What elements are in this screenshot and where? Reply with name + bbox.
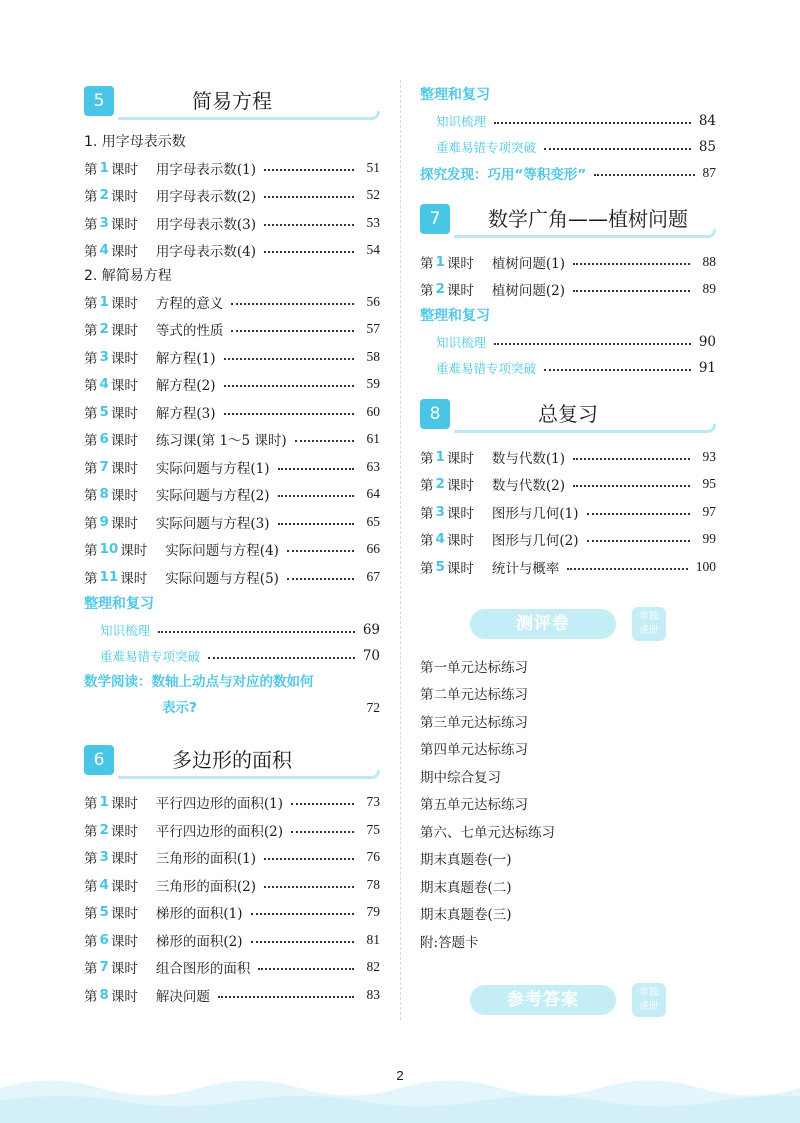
lesson-title: 解方程(1) <box>155 350 216 367</box>
leader-dots <box>264 886 354 888</box>
page-number-ref: 58 <box>366 348 380 364</box>
page-number-ref: 53 <box>366 214 380 230</box>
page-number-ref: 56 <box>366 293 380 309</box>
lesson-prefix: 第 <box>420 450 434 467</box>
test-papers-banner <box>420 607 716 643</box>
lesson-number: 1 <box>99 794 109 811</box>
lesson-prefix: 第 <box>84 378 98 395</box>
review-item[interactable] <box>84 617 380 643</box>
lesson-suffix: 课时 <box>110 161 138 178</box>
lesson-title: 组合图形的面积 <box>155 961 251 978</box>
leader-dots <box>208 657 355 659</box>
separate-booklet-tag <box>632 983 666 1017</box>
lesson-suffix: 课时 <box>446 255 474 272</box>
page-number-ref: 100 <box>695 558 716 574</box>
leader-dots <box>264 858 354 860</box>
unit-6-list <box>84 789 380 1009</box>
lesson-row[interactable] <box>84 981 380 1009</box>
leader-dots <box>231 330 354 332</box>
lesson-number: 2 <box>435 476 445 493</box>
lesson-number: 2 <box>99 187 109 204</box>
review-item[interactable] <box>420 108 716 134</box>
page-number-ref: 99 <box>702 531 716 547</box>
page-number-ref: 57 <box>366 321 380 337</box>
lesson-number: 5 <box>99 904 109 921</box>
review-item[interactable] <box>420 329 716 355</box>
lesson-number: 4 <box>99 876 109 893</box>
lesson-suffix: 课时 <box>110 961 138 978</box>
test-paper-item[interactable]: 期末真题卷(三) <box>420 907 512 923</box>
leader-dots <box>494 122 691 124</box>
math-reading-line1: 数学阅读：数轴上动点与对应的数如何 <box>84 673 314 690</box>
lesson-row[interactable] <box>84 371 380 399</box>
lesson-title: 用字母表示数(3) <box>155 216 257 233</box>
lesson-suffix: 课时 <box>110 244 138 261</box>
leader-dots <box>594 174 694 176</box>
leader-dots <box>264 251 354 253</box>
page-number-ref: 89 <box>702 281 716 297</box>
page-number-ref: 90 <box>698 334 716 350</box>
leader-dots <box>278 495 354 497</box>
explore-title: 探究发现：巧用“等积变形” <box>420 167 587 183</box>
lesson-suffix: 课时 <box>110 405 138 422</box>
leader-dots <box>573 290 690 292</box>
page-number-ref: 70 <box>362 647 380 664</box>
leader-dots <box>291 803 354 805</box>
lesson-suffix: 课时 <box>446 450 474 467</box>
leader-dots <box>587 513 690 515</box>
leader-dots <box>251 913 354 915</box>
test-paper-item[interactable]: 第四单元达标练习 <box>420 742 528 758</box>
lesson-title: 数与代数(2) <box>491 478 566 495</box>
page-number-ref: 54 <box>366 242 380 258</box>
lesson-suffix: 课时 <box>446 505 474 522</box>
lesson-row[interactable] <box>420 276 716 304</box>
lesson-suffix: 课时 <box>120 570 148 587</box>
column-divider <box>400 80 401 1020</box>
lesson-row[interactable] <box>84 426 380 454</box>
tag-line-2: 成册 <box>639 1001 659 1012</box>
lesson-row[interactable] <box>84 288 380 316</box>
leader-dots <box>264 196 354 198</box>
leader-dots <box>278 468 354 470</box>
unit-8-title: 总复习 <box>538 402 598 426</box>
lesson-row[interactable] <box>84 789 380 817</box>
lesson-row[interactable] <box>84 481 380 509</box>
page-number-ref: 63 <box>366 458 380 474</box>
page-number-ref: 82 <box>366 959 380 975</box>
page-number-ref: 83 <box>366 986 380 1002</box>
lesson-row[interactable] <box>84 536 380 564</box>
unit-5-section-1-title: 1. 用字母表示数 <box>84 134 186 150</box>
lesson-title: 实际问题与方程(5) <box>165 570 279 587</box>
unit-5-section-2-title: 2. 解简易方程 <box>84 268 172 284</box>
lesson-title: 三角形的面积(1) <box>155 851 257 868</box>
leader-dots <box>264 169 354 171</box>
page-number-ref: 76 <box>366 849 380 865</box>
leader-dots <box>224 385 354 387</box>
leader-dots <box>158 631 355 633</box>
lesson-title: 用字母表示数(2) <box>155 189 257 206</box>
answers-banner <box>420 983 716 1019</box>
tag-line-1: 单独 <box>639 987 659 998</box>
lesson-title: 图形与几何(2) <box>491 533 579 550</box>
lesson-suffix: 课时 <box>446 533 474 550</box>
lesson-number: 1 <box>435 448 445 465</box>
lesson-prefix: 第 <box>84 161 98 178</box>
lesson-suffix: 课时 <box>110 988 138 1005</box>
page-number-ref: 65 <box>366 513 380 529</box>
lesson-suffix: 课时 <box>446 560 474 577</box>
lesson-prefix: 第 <box>84 961 98 978</box>
lesson-title: 图形与几何(1) <box>491 505 579 522</box>
page-number-ref: 75 <box>366 821 380 837</box>
page-number-ref: 78 <box>366 876 380 892</box>
lesson-prefix: 第 <box>420 255 434 272</box>
header-underline <box>454 424 716 433</box>
lesson-number: 4 <box>99 242 109 259</box>
lesson-prefix: 第 <box>84 216 98 233</box>
header-underline <box>118 770 380 779</box>
lesson-suffix: 课时 <box>110 933 138 950</box>
unit-7-review-title: 整理和复习 <box>420 308 490 324</box>
unit-6-title: 多边形的面积 <box>172 747 292 772</box>
lesson-prefix: 第 <box>84 851 98 868</box>
lesson-suffix: 课时 <box>110 906 138 923</box>
test-paper-item[interactable]: 第二单元达标练习 <box>420 687 528 703</box>
leader-dots <box>224 358 354 360</box>
lesson-title: 解方程(3) <box>155 405 216 422</box>
lesson-prefix: 第 <box>84 543 98 560</box>
lesson-suffix: 课时 <box>110 323 138 340</box>
lesson-suffix: 课时 <box>110 878 138 895</box>
unit-7-title: 数学广角——植树问题 <box>488 207 688 231</box>
unit-6-review-title: 整理和复习 <box>420 87 490 103</box>
lesson-number: 1 <box>99 159 109 176</box>
page-number-ref: 73 <box>366 794 380 810</box>
lesson-title: 植树问题(2) <box>491 283 566 300</box>
lesson-number: 9 <box>99 513 109 530</box>
lesson-title: 方程的意义 <box>155 295 224 312</box>
unit-5-review-list <box>84 617 380 669</box>
lesson-number: 3 <box>435 503 445 520</box>
lesson-row[interactable] <box>84 209 380 237</box>
lesson-suffix: 课时 <box>110 189 138 206</box>
test-papers-banner-label: 测评卷 <box>470 609 616 639</box>
answers-banner-label: 参考答案 <box>470 985 616 1015</box>
lesson-title: 梯形的面积(2) <box>155 933 243 950</box>
page-number-ref: 60 <box>366 403 380 419</box>
lesson-suffix: 课时 <box>110 823 138 840</box>
lesson-number: 4 <box>435 531 445 548</box>
lesson-number: 1 <box>435 253 445 270</box>
test-paper-item[interactable]: 附:答题卡 <box>420 934 479 951</box>
unit-7-header <box>420 202 716 238</box>
lesson-prefix: 第 <box>84 933 98 950</box>
test-paper-item[interactable]: 第六、七单元达标练习 <box>420 824 555 841</box>
page-number: 2 <box>396 1068 404 1083</box>
test-paper-item[interactable]: 期末真题卷(一) <box>420 852 512 868</box>
lesson-suffix: 课时 <box>110 350 138 367</box>
separate-booklet-tag <box>632 607 666 641</box>
review-item[interactable] <box>84 643 380 669</box>
page-number-ref: 79 <box>366 904 380 920</box>
page-number-ref: 87 <box>702 165 716 180</box>
lesson-row[interactable] <box>84 926 380 954</box>
lesson-title: 练习课(第 1～5 课时) <box>155 433 287 450</box>
lesson-number: 11 <box>99 568 119 585</box>
wave-decoration <box>0 1043 800 1123</box>
leader-dots <box>544 369 691 371</box>
lesson-suffix: 课时 <box>110 295 138 312</box>
lesson-suffix: 课时 <box>110 378 138 395</box>
leader-dots <box>587 540 690 542</box>
leader-dots <box>544 148 691 150</box>
lesson-suffix: 课时 <box>446 478 474 495</box>
lesson-prefix: 第 <box>84 515 98 532</box>
lesson-row[interactable] <box>420 526 716 554</box>
lesson-number: 2 <box>99 821 109 838</box>
lesson-suffix: 课时 <box>110 515 138 532</box>
lesson-row[interactable] <box>84 563 380 591</box>
lesson-prefix: 第 <box>420 533 434 550</box>
unit-8-header <box>420 397 716 433</box>
unit-5-section-1-list <box>84 154 380 264</box>
page-number-ref: 72 <box>366 699 380 715</box>
math-reading-entry[interactable] <box>84 669 380 721</box>
lesson-title: 用字母表示数(1) <box>155 161 257 178</box>
leader-dots <box>224 413 354 415</box>
page-number-ref: 93 <box>702 448 716 464</box>
lesson-title: 实际问题与方程(1) <box>155 460 270 477</box>
review-item-title: 重难易错专项突破 <box>436 361 537 376</box>
test-papers-list <box>420 655 716 958</box>
test-paper-item[interactable]: 期中综合复习 <box>420 769 501 786</box>
lesson-prefix: 第 <box>84 244 98 261</box>
lesson-row[interactable] <box>84 954 380 982</box>
unit-8-number-badge: 8 <box>420 399 450 429</box>
lesson-prefix: 第 <box>84 433 98 450</box>
lesson-row[interactable] <box>84 453 380 481</box>
lesson-prefix: 第 <box>84 405 98 422</box>
page-number-ref: 67 <box>366 568 380 584</box>
lesson-prefix: 第 <box>420 283 434 300</box>
lesson-number: 3 <box>99 849 109 866</box>
leader-dots <box>573 458 690 460</box>
lesson-title: 统计与概率 <box>491 560 560 577</box>
page-number-ref: 51 <box>366 159 380 175</box>
leader-dots <box>295 440 354 442</box>
lesson-prefix: 第 <box>84 878 98 895</box>
page-number-ref: 52 <box>366 187 380 203</box>
lesson-prefix: 第 <box>420 560 434 577</box>
page-number-ref: 84 <box>698 113 716 129</box>
lesson-suffix: 课时 <box>110 216 138 233</box>
leader-dots <box>287 578 354 580</box>
lesson-prefix: 第 <box>84 295 98 312</box>
unit-7-review-list <box>420 329 716 381</box>
unit-5-number-badge: 5 <box>84 86 114 116</box>
leader-dots <box>251 941 354 943</box>
lesson-number: 8 <box>99 986 109 1003</box>
lesson-prefix: 第 <box>84 350 98 367</box>
lesson-suffix: 课时 <box>110 488 138 505</box>
leader-dots <box>258 968 354 970</box>
lesson-title: 实际问题与方程(3) <box>155 515 270 532</box>
review-item[interactable] <box>420 134 716 160</box>
lesson-row[interactable] <box>84 871 380 899</box>
page-number-ref: 66 <box>366 541 380 557</box>
lesson-number: 7 <box>99 458 109 475</box>
unit-6-header <box>84 743 380 779</box>
lesson-title: 解方程(2) <box>155 378 216 395</box>
lesson-title: 数与代数(1) <box>491 450 566 467</box>
lesson-number: 4 <box>99 376 109 393</box>
unit-8-list <box>420 443 716 581</box>
unit-7-list <box>420 248 716 303</box>
lesson-row[interactable] <box>84 844 380 872</box>
test-paper-item[interactable]: 第五单元达标练习 <box>420 797 528 813</box>
test-paper-item[interactable]: 期末真题卷(二) <box>420 879 512 896</box>
lesson-title: 植树问题(1) <box>491 255 566 272</box>
lesson-number: 5 <box>435 558 445 575</box>
unit-7-number-badge: 7 <box>420 204 450 234</box>
lesson-title: 解决问题 <box>155 988 210 1005</box>
leader-dots <box>264 224 354 226</box>
lesson-suffix: 课时 <box>446 283 474 300</box>
lesson-row[interactable] <box>84 343 380 371</box>
lesson-number: 2 <box>99 321 109 338</box>
lesson-row[interactable] <box>84 316 380 344</box>
page-number-ref: 61 <box>366 431 380 447</box>
left-column <box>84 84 380 1009</box>
leader-dots <box>231 303 354 305</box>
review-item-title: 重难易错专项突破 <box>436 140 537 155</box>
page-number-ref: 88 <box>702 253 716 269</box>
lesson-prefix: 第 <box>84 796 98 813</box>
lesson-number: 2 <box>435 281 445 298</box>
lesson-number: 8 <box>99 486 109 503</box>
page-number-ref: 81 <box>366 931 380 947</box>
review-item-title: 知识梳理 <box>100 622 151 638</box>
lesson-title: 梯形的面积(1) <box>155 906 243 923</box>
lesson-number: 7 <box>99 959 109 976</box>
tag-line-2: 成册 <box>639 624 659 636</box>
leader-dots <box>278 523 354 525</box>
lesson-number: 5 <box>99 403 109 420</box>
explore-entry[interactable] <box>420 160 716 186</box>
lesson-row[interactable] <box>84 154 380 182</box>
header-underline <box>118 111 380 120</box>
lesson-row[interactable] <box>420 498 716 526</box>
lesson-row[interactable] <box>420 553 716 581</box>
test-paper-item[interactable]: 第一单元达标练习 <box>420 659 528 676</box>
lesson-prefix: 第 <box>84 570 98 587</box>
leader-dots <box>573 263 690 265</box>
lesson-prefix: 第 <box>84 906 98 923</box>
lesson-suffix: 课时 <box>110 851 138 868</box>
lesson-row[interactable] <box>84 816 380 844</box>
lesson-row[interactable] <box>84 508 380 536</box>
leader-dots <box>494 343 691 345</box>
page-number-ref: 91 <box>698 360 716 376</box>
lesson-suffix: 课时 <box>110 796 138 813</box>
review-item-title: 重难易错专项突破 <box>100 648 201 664</box>
right-column <box>420 82 716 1031</box>
math-reading-line2: 表示? <box>162 699 197 716</box>
lesson-title: 等式的性质 <box>155 323 224 340</box>
page-number-ref: 97 <box>702 503 716 519</box>
lesson-title: 平行四边形的面积(2) <box>155 823 284 840</box>
lesson-number: 10 <box>99 541 119 558</box>
review-item-title: 知识梳理 <box>436 335 487 350</box>
lesson-row[interactable] <box>420 248 716 276</box>
lesson-title: 平行四边形的面积(1) <box>155 796 284 813</box>
lesson-row[interactable] <box>84 237 380 265</box>
lesson-title: 实际问题与方程(2) <box>155 488 270 505</box>
lesson-title: 实际问题与方程(4) <box>165 543 279 560</box>
lesson-row[interactable] <box>420 471 716 499</box>
lesson-number: 3 <box>99 214 109 231</box>
lesson-title: 用字母表示数(4) <box>155 244 257 261</box>
test-paper-item[interactable]: 第三单元达标练习 <box>420 714 528 731</box>
lesson-prefix: 第 <box>420 505 434 522</box>
lesson-prefix: 第 <box>420 478 434 495</box>
lesson-prefix: 第 <box>84 488 98 505</box>
lesson-prefix: 第 <box>84 988 98 1005</box>
review-item-title: 知识梳理 <box>436 114 487 129</box>
lesson-number: 3 <box>99 348 109 365</box>
page-number-ref: 95 <box>702 476 716 492</box>
review-item[interactable] <box>420 355 716 381</box>
unit-5-header <box>84 84 380 120</box>
unit-5-title: 简易方程 <box>192 89 272 113</box>
lesson-suffix: 课时 <box>110 460 138 477</box>
lesson-number: 1 <box>99 293 109 310</box>
leader-dots <box>291 831 354 833</box>
lesson-row[interactable] <box>84 899 380 927</box>
page-number-ref: 59 <box>366 376 380 392</box>
lesson-prefix: 第 <box>84 823 98 840</box>
unit-6-review-list <box>420 108 716 160</box>
page-number-ref: 69 <box>362 621 380 638</box>
lesson-row[interactable] <box>420 443 716 471</box>
unit-5-section-2-list <box>84 288 380 591</box>
header-underline <box>454 229 716 238</box>
lesson-number: 6 <box>99 931 109 948</box>
leader-dots <box>573 485 690 487</box>
lesson-number: 6 <box>99 431 109 448</box>
leader-dots <box>567 568 687 570</box>
lesson-row[interactable] <box>84 398 380 426</box>
page-number-ref: 85 <box>698 139 716 155</box>
unit-5-review-title: 整理和复习 <box>84 595 154 612</box>
unit-6-number-badge: 6 <box>84 745 114 775</box>
lesson-title: 三角形的面积(2) <box>155 878 257 895</box>
lesson-prefix: 第 <box>84 189 98 206</box>
lesson-row[interactable] <box>84 182 380 210</box>
lesson-suffix: 课时 <box>120 543 148 560</box>
lesson-suffix: 课时 <box>110 433 138 450</box>
page-number-ref: 64 <box>366 486 380 502</box>
tag-line-1: 单独 <box>639 610 659 622</box>
lesson-prefix: 第 <box>84 460 98 477</box>
leader-dots <box>218 996 354 998</box>
leader-dots <box>287 550 354 552</box>
lesson-prefix: 第 <box>84 323 98 340</box>
